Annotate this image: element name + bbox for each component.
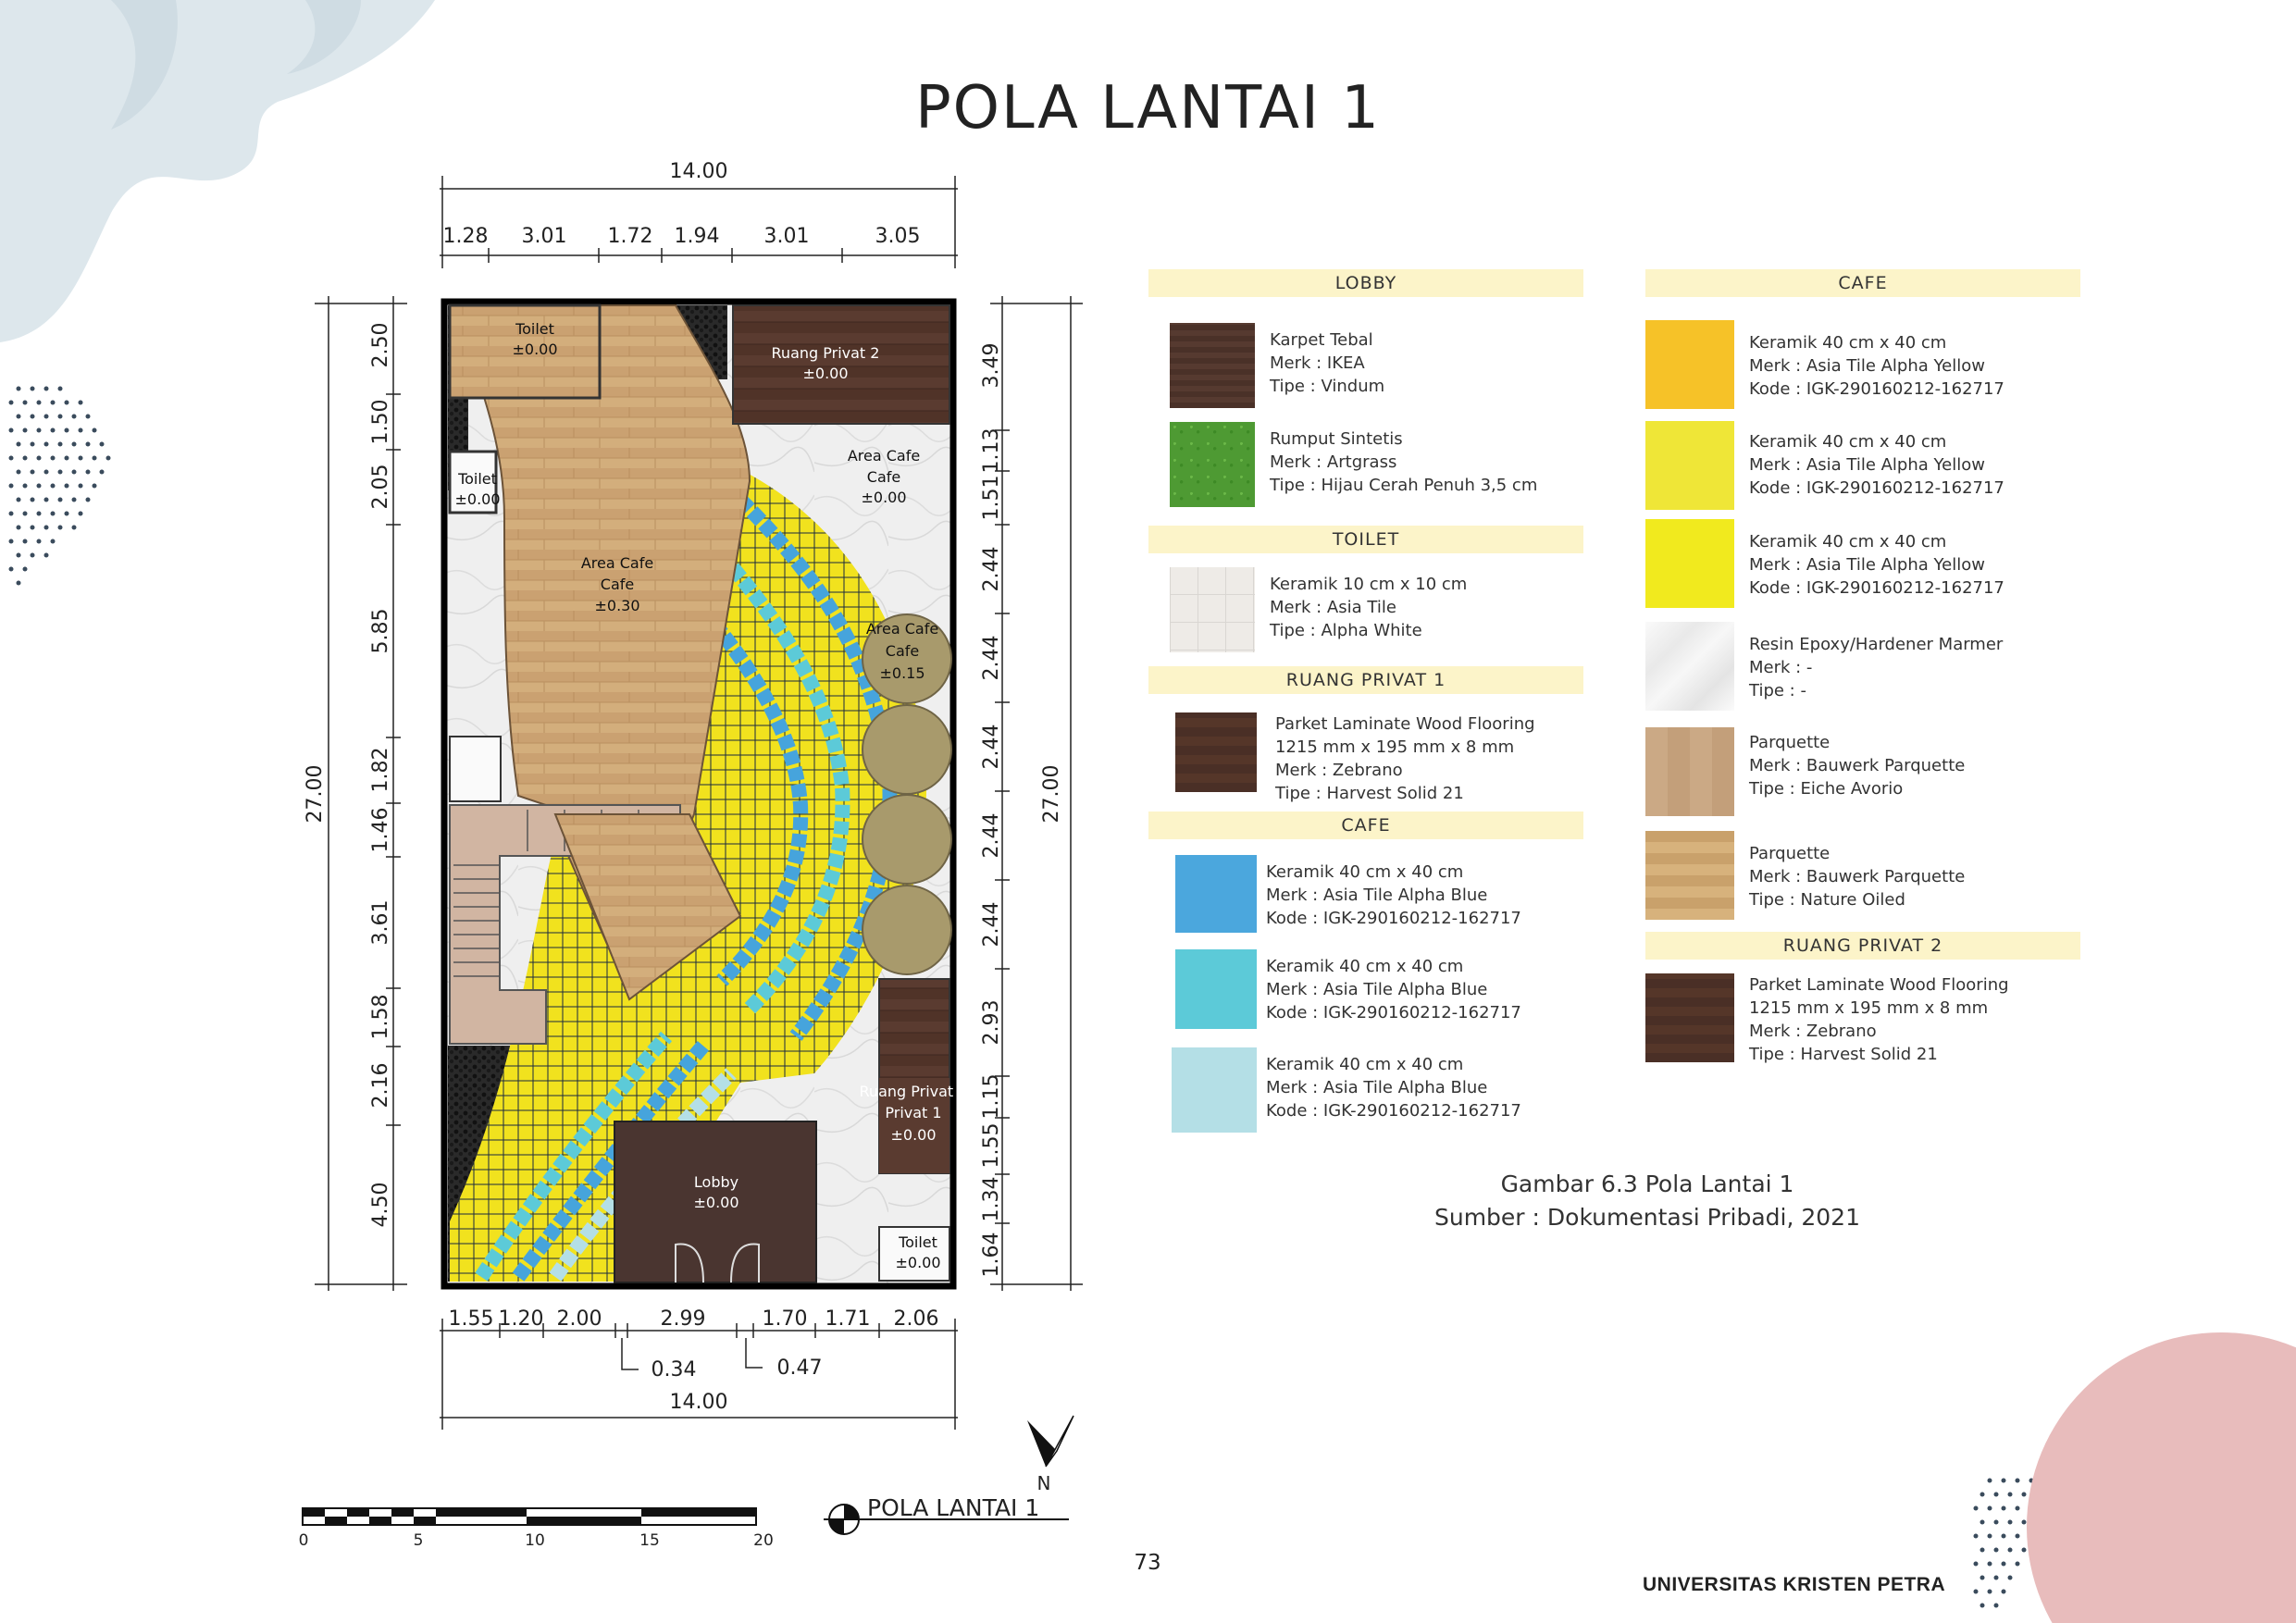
legend-text: Tipe : Alpha White [1270, 621, 1422, 640]
legend-text: Merk : Asia Tile Alpha Yellow [1749, 455, 1985, 475]
swatch-marble [1645, 622, 1734, 711]
legend-text: Kode : IGK-290160212-162717 [1266, 909, 1521, 928]
legend-text: Parquette [1749, 733, 1831, 752]
dim-top-seg-2: 3.01 [521, 225, 567, 248]
legend-text: Kode : IGK-290160212-162717 [1266, 1101, 1521, 1121]
room-toilet-1-level: ±0.00 [512, 341, 558, 358]
legend-text: Merk : Zebrano [1749, 1022, 1877, 1041]
dim-right-seg-2: 1.13 [980, 427, 1003, 474]
dim-left-seg-7: 3.61 [369, 899, 392, 946]
room-area-cafe-a-name-2: Cafe [866, 468, 901, 486]
room-lobby-name: Lobby [693, 1173, 739, 1191]
dim-right-seg-11: 1.55 [980, 1122, 1003, 1169]
room-area-cafe-c-level: ±0.15 [879, 664, 925, 682]
legend-text: Parket Laminate Wood Flooring [1275, 714, 1535, 734]
dim-top-seg-4: 1.94 [674, 225, 720, 248]
legend-text: Tipe : Harvest Solid 21 [1749, 1045, 1938, 1064]
caption-line-1: Gambar 6.3 Pola Lantai 1 [1500, 1171, 1794, 1197]
dim-left-seg-10: 4.50 [369, 1182, 392, 1228]
room-area-cafe-c-name: Area Cafe [865, 620, 939, 638]
dim-bottom-small-1: 0.34 [651, 1358, 697, 1381]
legend-header-cafe-right: CAFE [1645, 269, 2080, 297]
dim-top-seg-3: 1.72 [607, 225, 653, 248]
legend-text: Kode : IGK-290160212-162717 [1749, 379, 2004, 399]
decor-bottom-right [1953, 1332, 2296, 1623]
swatch-white-tile [1170, 567, 1255, 652]
legend-text: Merk : Zebrano [1275, 761, 1403, 780]
swatch-tile-blue [1175, 855, 1257, 933]
caption-line-2: Sumber : Dokumentasi Pribadi, 2021 [1433, 1204, 1860, 1231]
room-area-cafe-a-level: ±0.00 [861, 489, 907, 506]
legend-text: Tipe : Harvest Solid 21 [1275, 784, 1464, 803]
legend-header-cafe-left: CAFE [1148, 812, 1583, 839]
legend-text: Keramik 10 cm x 10 cm [1270, 575, 1468, 594]
dim-right-seg-13: 1.64 [980, 1232, 1003, 1278]
floor-plan [0, 0, 1111, 1623]
swatch-dark-wood [1645, 973, 1734, 1062]
swatch-tile-cyan [1175, 949, 1257, 1029]
swatch-tile-yellow [1645, 421, 1734, 510]
swatch-grass [1170, 422, 1255, 507]
scale-label-10: 10 [525, 1531, 545, 1550]
room-ruang-privat-1-name: Ruang Privat 1 [859, 1083, 968, 1100]
swatch-parquet-oiled [1645, 831, 1734, 920]
legend-text: Merk : Bauwerk Parquette [1749, 867, 1966, 886]
legend-text: Keramik 40 cm x 40 cm [1266, 862, 1464, 882]
dim-bottom-small-2: 0.47 [776, 1357, 823, 1380]
dim-right-seg-10: 1.15 [980, 1073, 1003, 1120]
room-ruang-privat-2-name: Ruang Privat 2 [771, 344, 880, 362]
dim-left-seg-6: 1.46 [369, 807, 392, 853]
legend-header-toilet: TOILET [1148, 526, 1583, 553]
legend-text: Keramik 40 cm x 40 cm [1749, 333, 1947, 353]
room-toilet-1-name: Toilet [515, 320, 554, 338]
room-toilet-2-name: Toilet [458, 470, 497, 488]
legend-header-ruang-privat-2: RUANG PRIVAT 2 [1645, 932, 2080, 960]
legend-text: Tipe : Nature Oiled [1749, 890, 1905, 910]
dim-right-seg-1: 3.49 [980, 342, 1003, 389]
dim-right-seg-8: 2.44 [980, 901, 1003, 948]
room-area-cafe-b-name-2: Cafe [600, 576, 635, 593]
dim-right-seg-4: 2.44 [980, 546, 1003, 592]
scale-label-0: 0 [298, 1531, 309, 1550]
legend-text: Merk : IKEA [1270, 353, 1365, 373]
legend-text: 1215 mm x 195 mm x 8 mm [1275, 737, 1515, 757]
room-ruang-privat-2-level: ±0.00 [802, 365, 849, 382]
dim-right-seg-12: 1.34 [980, 1176, 1003, 1222]
legend-text: Kode : IGK-290160212-162717 [1749, 478, 2004, 498]
dim-left-seg-3: 2.05 [369, 464, 392, 510]
legend-text: Merk : Asia Tile Alpha Blue [1266, 886, 1488, 905]
swatch-tile-bright-yellow [1645, 519, 1734, 608]
legend-text: Tipe : - [1749, 681, 1806, 700]
dim-left-seg-5: 1.82 [369, 747, 392, 793]
scale-label-15: 15 [639, 1531, 660, 1550]
legend-text: Tipe : Hijau Cerah Penuh 3,5 cm [1270, 476, 1538, 495]
plan-label: POLA LANTAI 1 [867, 1494, 1040, 1521]
legend-text: Merk : Asia Tile Alpha Yellow [1749, 555, 1985, 575]
room-ruang-privat-1-level: ±0.00 [890, 1126, 937, 1144]
legend-text: Resin Epoxy/Hardener Marmer [1749, 635, 2004, 654]
legend-text: 1215 mm x 195 mm x 8 mm [1749, 998, 1989, 1018]
legend-text: Karpet Tebal [1270, 330, 1373, 350]
dim-bottom-seg-1: 1.55 [448, 1307, 494, 1331]
dim-bottom-seg-5: 1.70 [762, 1307, 808, 1331]
legend-text: Keramik 40 cm x 40 cm [1749, 532, 1947, 551]
room-area-cafe-b-name: Area Cafe [580, 554, 654, 572]
institution-name: UNIVERSITAS KRISTEN PETRA [1643, 1574, 1946, 1595]
dim-top-seg-1: 1.28 [442, 225, 489, 248]
dim-bottom-total: 14.00 [669, 1391, 728, 1414]
swatch-dark-wood [1175, 712, 1257, 792]
room-ruang-privat-1-name-2: Privat 1 [885, 1104, 942, 1121]
scale-bar [303, 1508, 756, 1525]
legend-text: Merk : Asia Tile Alpha Yellow [1749, 356, 1985, 376]
dim-bottom-seg-7: 2.06 [893, 1307, 939, 1331]
dim-bottom-seg-6: 1.71 [825, 1307, 871, 1331]
dim-left-seg-2: 1.50 [369, 399, 392, 445]
north-label: N [1036, 1472, 1051, 1494]
room-area-cafe-a-name: Area Cafe [847, 447, 921, 465]
room-area-cafe-b-level: ±0.30 [594, 597, 640, 614]
legend-text: Parquette [1749, 844, 1831, 863]
dim-bottom-seg-2: 1.20 [498, 1307, 544, 1331]
legend-text: Rumput Sintetis [1270, 429, 1403, 449]
legend-text: Parket Laminate Wood Flooring [1749, 975, 2009, 995]
legend-text: Tipe : Eiche Avorio [1749, 779, 1904, 799]
legend-text: Kode : IGK-290160212-162717 [1749, 578, 2004, 598]
legend-text: Merk : Artgrass [1270, 452, 1397, 472]
room-lobby-level: ±0.00 [693, 1194, 739, 1211]
dim-bottom-seg-4: 2.99 [660, 1307, 706, 1331]
legend-text: Keramik 40 cm x 40 cm [1266, 1055, 1464, 1074]
dim-left-seg-8: 1.58 [369, 994, 392, 1040]
legend-text: Keramik 40 cm x 40 cm [1266, 957, 1464, 976]
swatch-parquet-light [1645, 727, 1734, 816]
dim-left-seg-9: 2.16 [369, 1062, 392, 1109]
dim-right-seg-6: 2.44 [980, 724, 1003, 770]
dim-top-seg-5: 3.01 [763, 225, 810, 248]
dim-bottom-seg-3: 2.00 [556, 1307, 602, 1331]
dim-top-seg-6: 3.05 [875, 225, 921, 248]
north-arrow-icon [1027, 1416, 1074, 1494]
legend-text: Tipe : Vindum [1270, 377, 1385, 396]
dim-left-seg-4: 5.85 [369, 608, 392, 654]
swatch-tile-orange-yellow [1645, 320, 1734, 409]
figure-caption [1370, 1168, 1925, 1234]
legend-text: Merk : Asia Tile Alpha Blue [1266, 1078, 1488, 1097]
legend-text: Merk : Asia Tile Alpha Blue [1266, 980, 1488, 999]
swatch-tile-light-blue [1172, 1047, 1257, 1133]
legend-text: Merk : Asia Tile [1270, 598, 1396, 617]
room-toilet-3-name: Toilet [899, 1233, 937, 1251]
room-toilet-2-level: ±0.00 [454, 490, 501, 508]
dim-right-seg-7: 2.44 [980, 812, 1003, 859]
dim-right-total: 27.00 [1040, 764, 1063, 824]
legend-header-lobby: LOBBY [1148, 269, 1583, 297]
legend-text: Kode : IGK-290160212-162717 [1266, 1003, 1521, 1022]
scale-label-5: 5 [413, 1531, 424, 1550]
legend-header-ruang-privat-1: RUANG PRIVAT 1 [1148, 666, 1583, 694]
room-area-cafe-c-name-2: Cafe [885, 642, 920, 660]
dim-right-seg-5: 2.44 [980, 635, 1003, 681]
room-toilet-3-level: ±0.00 [895, 1254, 941, 1271]
dim-left-seg-1: 2.50 [369, 322, 392, 368]
legend-text: Merk : - [1749, 658, 1813, 677]
dim-top-total: 14.00 [669, 160, 728, 183]
legend-text: Merk : Bauwerk Parquette [1749, 756, 1966, 775]
legend-text: Keramik 40 cm x 40 cm [1749, 432, 1947, 452]
dim-right-seg-9: 2.93 [980, 999, 1003, 1046]
dim-right-seg-3: 1.51 [980, 475, 1003, 521]
scale-label-20: 20 [753, 1531, 774, 1550]
page-title: POLA LANTAI 1 [915, 74, 1381, 142]
page-number: 73 [1134, 1551, 1161, 1575]
dim-left-total: 27.00 [304, 764, 327, 824]
swatch-carpet [1170, 323, 1255, 408]
